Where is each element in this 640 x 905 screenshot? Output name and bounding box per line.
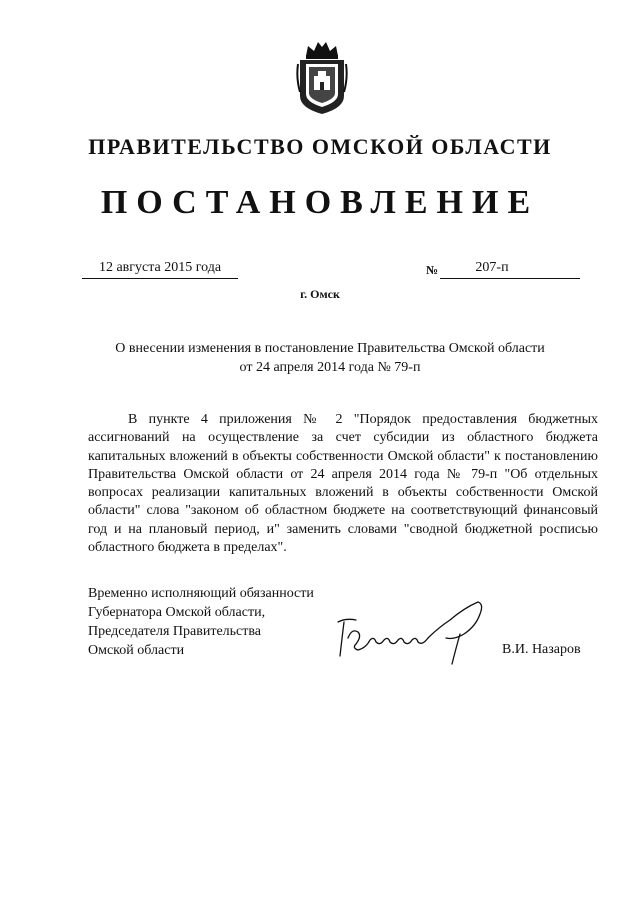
date-underline: [82, 278, 238, 279]
document-subject: [80, 339, 580, 377]
position-line-3: Председателя Правительства: [88, 624, 262, 639]
number-sign: №: [426, 263, 439, 277]
document-number: 207-п: [475, 260, 509, 275]
number-underline: [440, 278, 580, 279]
document-date: 12 августа 2015 года: [98, 260, 222, 275]
subject-line-2: от 24 апреля 2014 года № 79-п: [239, 360, 421, 375]
coat-of-arms-icon: [296, 38, 348, 116]
body-paragraph: В пункте 4 приложения № 2 "Порядок предоставления бюджетных ассигнований на осуществление за счет субсидии из областного бюджета капитальных вложений в объекты собственности Омской области" к постановлению Правительства Омской области от 24 апреля 2014 года № 79-п "Об отдельных вопросах реализации капитальных вложений в объекты собственности Омской области" слова "законом об областном бюджете на соответствующий финансовый год и на плановый период, и" заменить словами "сводной бюджетной росписью областного бюджета в пределах".: [88, 412, 598, 556]
position-line-2: Губернатора Омской области,: [88, 605, 266, 620]
signature-icon: [332, 598, 492, 668]
government-title: ПРАВИТЕЛЬСТВО ОМСКОЙ ОБЛАСТИ: [88, 134, 552, 159]
subject-line-1: О внесении изменения в постановление Правительства Омской области: [115, 341, 545, 356]
signer-name: В.И. Назаров: [502, 642, 581, 657]
position-line-1: Временно исполняющий обязанности: [88, 586, 314, 601]
signatory-position: [88, 584, 348, 660]
position-line-4: Омской области: [88, 643, 185, 658]
city: г. Омск: [300, 287, 340, 301]
document-type: ПОСТАНОВЛЕНИЕ: [100, 184, 540, 221]
